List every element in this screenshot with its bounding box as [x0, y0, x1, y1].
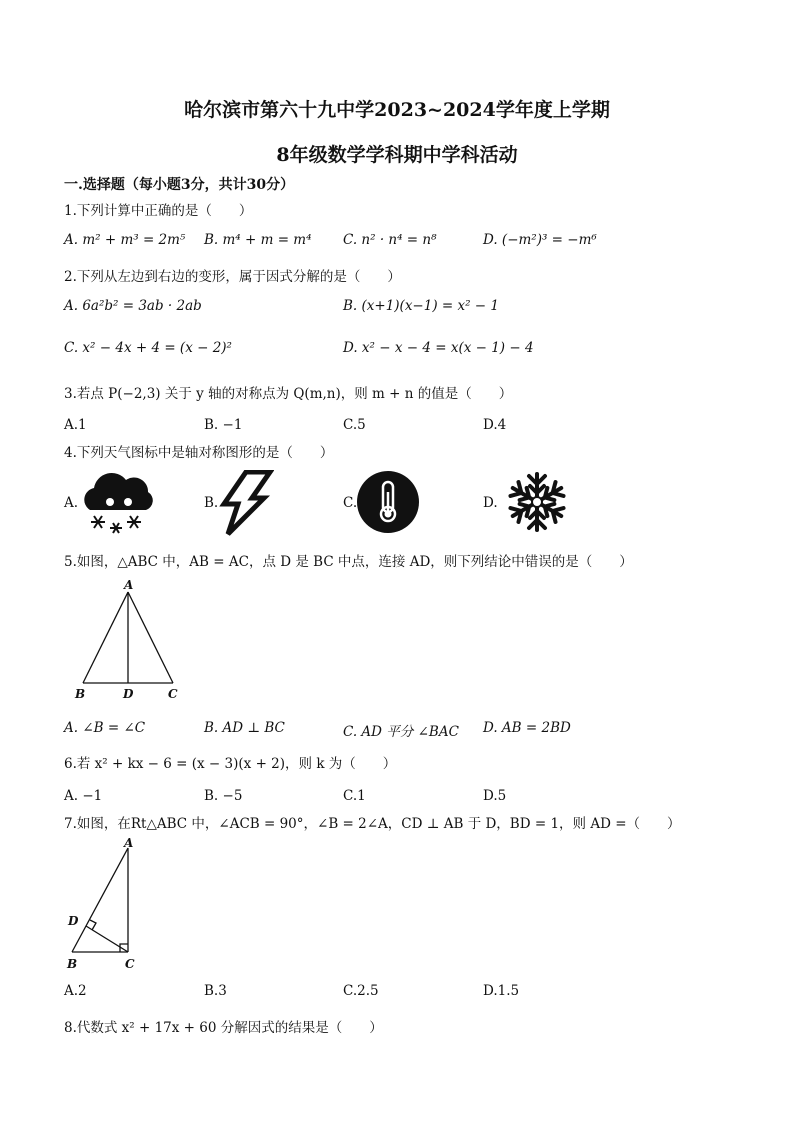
q1-option-c: C. n² · n⁴ = n⁸ — [343, 232, 437, 248]
q5-label-c: C — [168, 687, 178, 701]
page-title: 哈尔滨市第六十九中学2023~2024学年度上学期 — [184, 99, 610, 121]
q6-option-b: B. −5 — [204, 788, 243, 804]
q3-option-c: C.5 — [343, 417, 366, 433]
q4-option-a: A. — [64, 495, 79, 511]
q3-option-a: A.1 — [64, 417, 87, 433]
q1-option-b: B. m⁴ + m = m⁴ — [204, 232, 312, 248]
thermometer-icon — [356, 470, 420, 534]
q2-option-b: B. (x+1)(x−1) = x² − 1 — [343, 298, 500, 314]
q5-option-a: A. ∠B = ∠C — [64, 720, 146, 736]
q7-label-a: A — [124, 836, 134, 850]
q5-label-a: A — [124, 578, 134, 592]
q1-option-a: A. m² + m³ = 2m⁵ — [64, 232, 186, 248]
q7-stem: 7.如图，在Rt△ABC 中，∠ACB = 90°，∠B = 2∠A，CD ⊥ AB 于 D，BD = 1，则 AD =（ ） — [64, 816, 681, 832]
q5-triangle-figure — [70, 578, 190, 704]
q5-option-c: C. AD 平分 ∠BAC — [343, 724, 459, 740]
q3-stem: 3.若点 P(−2,3) 关于 y 轴的对称点为 Q(m,n)，则 m + n 的值是（ ） — [64, 386, 513, 402]
q2-option-d: D. x² − x − 4 = x(x − 1) − 4 — [343, 340, 534, 356]
q5-label-b: B — [75, 687, 86, 701]
q2-option-c: C. x² − 4x + 4 = (x − 2)² — [64, 340, 232, 356]
q5-label-d: D — [123, 687, 134, 701]
q6-option-d: D.5 — [483, 788, 507, 804]
q7-right-triangle-figure — [62, 836, 152, 976]
q4-stem: 4.下列天气图标中是轴对称图形的是（ ） — [64, 445, 334, 461]
section-heading: 一.选择题（每小题3分，共计30分） — [64, 177, 295, 193]
q7-label-d: D — [68, 914, 79, 928]
q3-option-b: B. −1 — [204, 417, 243, 433]
q4-option-d: D. — [483, 495, 498, 511]
q6-option-a: A. −1 — [64, 788, 103, 804]
snow-cloud-icon — [76, 466, 158, 538]
q7-label-c: C — [125, 957, 135, 971]
q6-option-c: C.1 — [343, 788, 366, 804]
q4-option-c: C. — [343, 495, 358, 511]
q5-option-d: D. AB = 2BD — [483, 720, 571, 736]
q2-option-a: A. 6a²b² = 3ab · 2ab — [64, 298, 202, 314]
q6-stem: 6.若 x² + kx − 6 = (x − 3)(x + 2)，则 k 为（ ） — [64, 756, 397, 772]
q4-option-b: B. — [204, 495, 219, 511]
q5-stem: 5.如图，△ABC 中，AB = AC，点 D 是 BC 中点，连接 AD，则下列结论中错误的是（ ） — [64, 554, 633, 570]
lightning-icon — [216, 470, 274, 536]
snowflake-icon — [505, 470, 569, 534]
q8-stem: 8.代数式 x² + 17x + 60 分解因式的结果是（ ） — [64, 1020, 383, 1036]
q1-option-d: D. (−m²)³ = −m⁶ — [483, 232, 597, 248]
q7-label-b: B — [67, 957, 78, 971]
q2-stem: 2.下列从左边到右边的变形，属于因式分解的是（ ） — [64, 269, 401, 285]
q7-option-a: A.2 — [64, 983, 87, 999]
q7-option-c: C.2.5 — [343, 983, 379, 999]
q7-option-d: D.1.5 — [483, 983, 520, 999]
q3-option-d: D.4 — [483, 417, 507, 433]
page-subtitle: 8年级数学学科期中学科活动 — [276, 144, 518, 166]
q5-option-b: B. AD ⊥ BC — [204, 720, 285, 736]
q7-option-b: B.3 — [204, 983, 227, 999]
q1-stem: 1.下列计算中正确的是（ ） — [64, 203, 253, 219]
